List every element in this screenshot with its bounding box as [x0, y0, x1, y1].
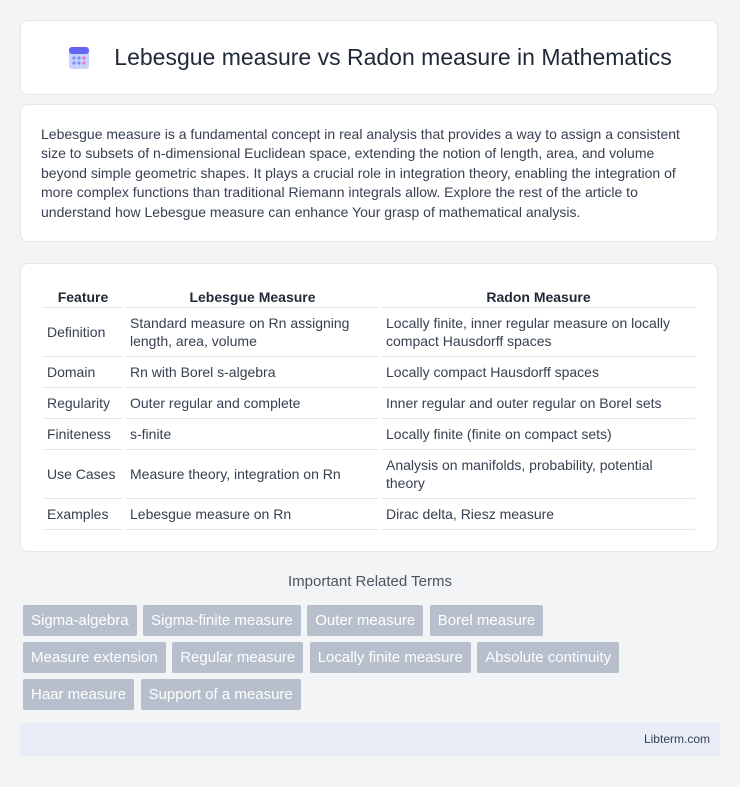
table-cell: Measure theory, integration on Rn	[126, 450, 379, 499]
table-header-row	[43, 284, 695, 308]
term-tag[interactable]: Sigma-algebra	[23, 605, 137, 636]
table-cell: Regularity	[43, 388, 123, 419]
term-tag[interactable]: Measure extension	[23, 642, 166, 673]
table-cell: Domain	[43, 357, 123, 388]
table-cell: Examples	[43, 499, 123, 530]
term-tag[interactable]: Sigma-finite measure	[143, 605, 301, 636]
title-card	[20, 20, 718, 95]
term-tag[interactable]: Absolute continuity	[477, 642, 619, 673]
table-row	[43, 450, 695, 499]
table-row	[43, 357, 695, 388]
table-row	[43, 308, 695, 357]
header-radon: Radon Measure	[382, 284, 695, 308]
intro-text: Lebesgue measure is a fundamental concept in real analysis that provides a way to assign a consistent size to subsets of n-dimensional Euclidean space, extending the notion of length, area, and volume beyond simple geometric shapes. It plays a crucial role in integration theory, enabling the integration of more complex functions than traditional Riemann integrals allow. Explore the rest of the article to understand how Lebesgue measure can enhance Your grasp of mathematical analysis.	[41, 126, 680, 220]
comparison-table	[40, 284, 698, 530]
footer	[20, 723, 720, 756]
table-cell: Finiteness	[43, 419, 123, 450]
table-cell: Dirac delta, Riesz measure	[382, 499, 695, 530]
term-tag[interactable]: Regular measure	[172, 642, 303, 673]
header-lebesgue: Lebesgue Measure	[126, 284, 379, 308]
term-tag[interactable]: Support of a measure	[141, 679, 301, 710]
term-tag[interactable]: Outer measure	[307, 605, 423, 636]
table-cell: Analysis on manifolds, probability, potential theory	[382, 450, 695, 499]
table-cell: Use Cases	[43, 450, 123, 499]
table-cell: s-finite	[126, 419, 379, 450]
term-tag[interactable]: Borel measure	[430, 605, 544, 636]
table-cell: Definition	[43, 308, 123, 357]
table-row	[43, 419, 695, 450]
calculator-icon	[66, 45, 92, 71]
term-tag[interactable]: Locally finite measure	[310, 642, 471, 673]
footer-link[interactable]: Libterm.com	[643, 732, 710, 746]
table-row	[43, 388, 695, 419]
related-terms-title: Important Related Terms	[288, 573, 452, 590]
term-tag[interactable]: Haar measure	[23, 679, 134, 710]
table-cell: Standard measure on Rn assigning length, area, volume	[126, 308, 379, 357]
table-cell: Lebesgue measure on Rn	[126, 499, 379, 530]
table-cell: Locally finite (finite on compact sets)	[382, 419, 695, 450]
related-terms-list	[23, 605, 723, 716]
page-title: Lebesgue measure vs Radon measure in Mathematics	[114, 44, 672, 70]
table-cell: Locally compact Hausdorff spaces	[382, 357, 695, 388]
comparison-card	[20, 263, 718, 552]
intro-card	[20, 104, 718, 242]
table-cell: Rn with Borel s-algebra	[126, 357, 379, 388]
header-feature: Feature	[43, 284, 123, 308]
table-row	[43, 499, 695, 530]
table-cell: Locally finite, inner regular measure on locally compact Hausdorff spaces	[382, 308, 695, 357]
table-cell: Inner regular and outer regular on Borel sets	[382, 388, 695, 419]
table-cell: Outer regular and complete	[126, 388, 379, 419]
